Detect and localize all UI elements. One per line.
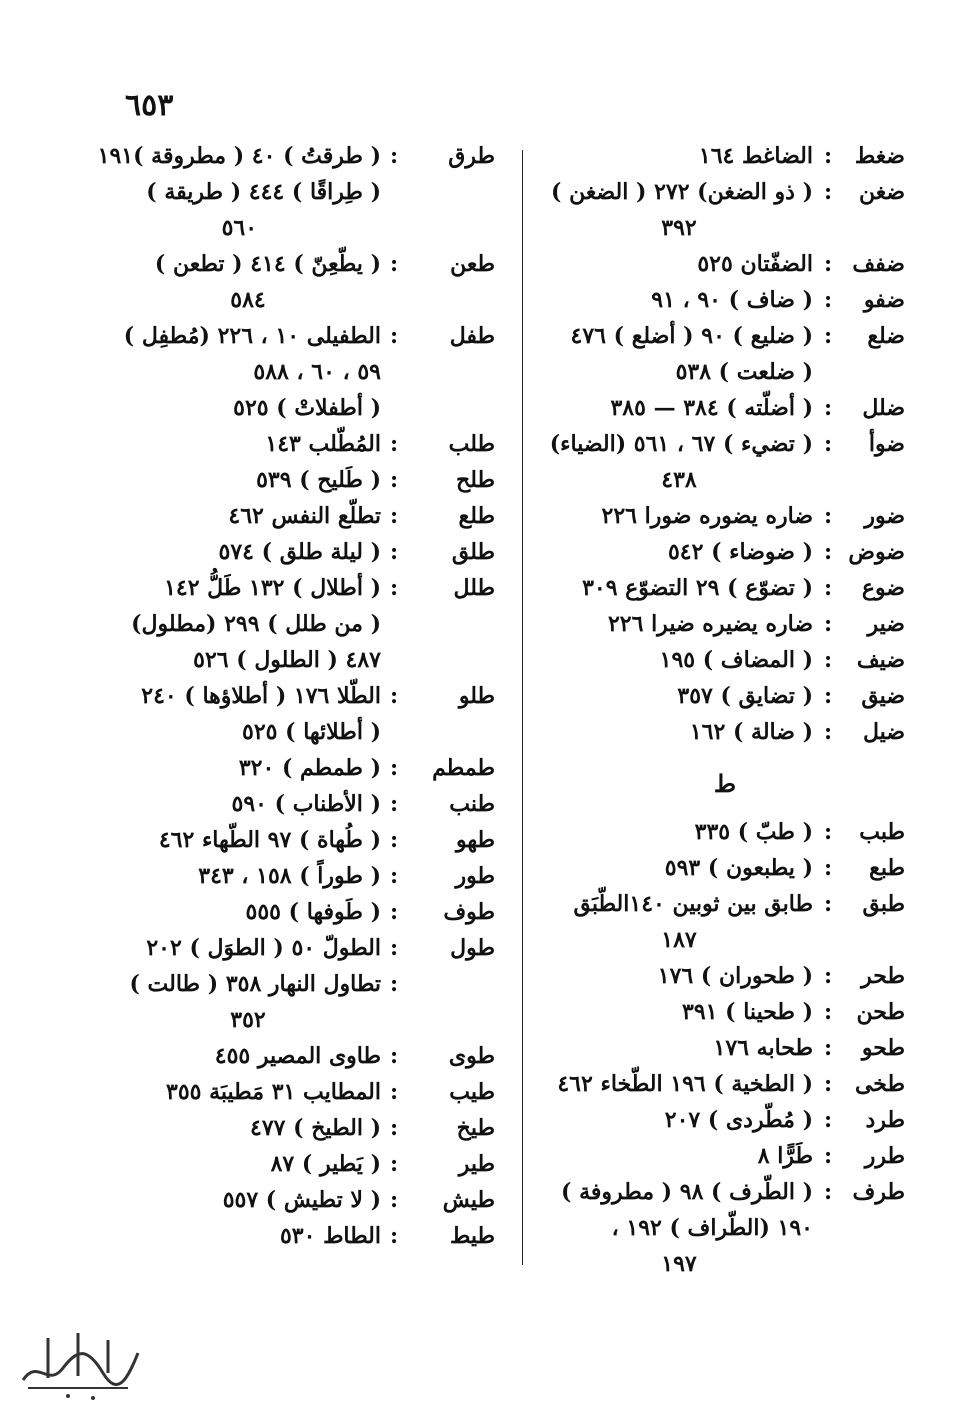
- reference-line: ( ليلة طلق ) ٥٧٤: [218, 539, 381, 565]
- entry-separator: :: [823, 683, 833, 709]
- entry-separator: :: [823, 323, 833, 349]
- reference-line: ٣٩٢: [661, 215, 697, 241]
- entry-separator: :: [823, 431, 833, 457]
- entry-separator: :: [389, 503, 399, 529]
- entry-separator: :: [823, 179, 833, 205]
- entry-separator: :: [823, 503, 833, 529]
- index-entry: [545, 994, 905, 1030]
- entry-separator: :: [823, 1071, 833, 1097]
- entry-separator: :: [389, 1079, 399, 1105]
- index-entry: [115, 1074, 495, 1110]
- reference-line: ( يطّعِنّ ) ٤١٤ ( تطعن ): [154, 251, 381, 277]
- reference-line: ( ضالة ) ١٦٢: [689, 719, 813, 745]
- reference-line: ( أضلّته ) ٣٨٤ — ٣٨٥: [610, 395, 813, 421]
- reference-line: ٥٩ ، ٦٠ ، ٥٨٨: [253, 359, 381, 385]
- index-entry: [115, 750, 495, 786]
- index-entry: [115, 534, 495, 570]
- reference-line: ( طُهاة ) ٩٧ الطّهاء ٤٦٢: [158, 827, 381, 853]
- entry-references: [545, 138, 813, 174]
- entry-references: [115, 318, 381, 426]
- reference-line: ( يطبعون ) ٥٩٣: [664, 855, 813, 881]
- entry-references: [545, 534, 813, 570]
- entry-root-word: ضوأ: [868, 431, 905, 457]
- entry-root-word: طيط: [449, 1223, 495, 1249]
- entry-root-word: طرق: [448, 143, 495, 169]
- reference-line: المطايب ٣١ مَطيبَة ٣٥٥: [166, 1079, 381, 1105]
- entry-separator: :: [823, 251, 833, 277]
- entry-separator: :: [389, 431, 399, 457]
- entry-separator: :: [389, 1187, 399, 1213]
- index-entry: [545, 1066, 905, 1102]
- reference-line: ( ضليع ) ٩٠ ( أضلع ) ٤٧٦: [570, 323, 813, 349]
- entry-references: [115, 750, 381, 786]
- reference-line: ( الطخية ) ١٩٦ الطّخاء ٤٦٢: [557, 1071, 813, 1097]
- reference-line: ( يَطير ) ٨٧: [270, 1151, 381, 1177]
- entry-separator: :: [389, 971, 399, 997]
- reference-line: ( أطلائها ) ٥٢٥: [242, 719, 381, 745]
- index-entry: [115, 462, 495, 498]
- entry-root-word: ضلل: [862, 395, 905, 421]
- entry-root-word: طحو: [861, 1035, 905, 1061]
- entry-references: [115, 1146, 381, 1182]
- reference-line: ( طحوران ) ١٧٦: [657, 963, 813, 989]
- entry-references: [545, 1174, 813, 1282]
- watermark-logo: [8, 1318, 148, 1408]
- reference-line: ( تضايق ) ٣٥٧: [677, 683, 813, 709]
- reference-line: المُطّلب ١٤٣: [265, 431, 381, 457]
- entry-references: [115, 534, 381, 570]
- index-entry: [545, 390, 905, 426]
- entry-references: [545, 570, 813, 606]
- entry-root-word: طحن: [856, 999, 905, 1025]
- entry-root-word: ضيل: [863, 719, 905, 745]
- reference-line: ( الطيخ ) ٤٧٧: [250, 1115, 381, 1141]
- index-entry: [115, 1110, 495, 1146]
- index-entry: [545, 1030, 905, 1066]
- entry-separator: :: [389, 935, 399, 961]
- index-entry: [545, 814, 905, 850]
- reference-line: الضاغط ١٦٤: [698, 143, 813, 169]
- entry-references: [545, 246, 813, 282]
- reference-line: ٤٨٧ ( الطلول ) ٥٢٦: [193, 647, 381, 673]
- index-entry: [545, 246, 905, 282]
- entry-references: [115, 1182, 381, 1218]
- index-entry: [97, 138, 495, 246]
- reference-line: ( تضوّع ) ٢٩ التضوّع ٣٠٩: [582, 575, 813, 601]
- index-entry: [545, 570, 905, 606]
- entry-root-word: طير: [458, 1151, 495, 1177]
- reference-line: الضفّتان ٥٢٥: [697, 251, 813, 277]
- entry-references: [98, 138, 381, 246]
- entry-references: [115, 822, 381, 858]
- entry-separator: :: [389, 827, 399, 853]
- entry-separator: :: [389, 1043, 399, 1069]
- watermark-calligraphy-icon: [8, 1318, 148, 1408]
- entry-root-word: طيش: [442, 1187, 495, 1213]
- entry-root-word: طرر: [864, 1143, 905, 1169]
- reference-line: ( طمطم ) ٣٢٠: [238, 755, 381, 781]
- index-entry: [545, 958, 905, 994]
- entry-separator: :: [389, 539, 399, 565]
- entry-root-word: ضغط: [854, 143, 905, 169]
- entry-root-word: ضلع: [867, 323, 905, 349]
- entry-references: [115, 678, 381, 750]
- entry-separator: :: [823, 999, 833, 1025]
- left-column: [97, 138, 495, 1254]
- reference-line: ( طوراً ) ١٥٨ ، ٣٤٣: [198, 863, 381, 889]
- index-entry: [115, 318, 495, 426]
- reference-line: الطولّ ٥٠ ( الطوَل ) ٢٠٢: [146, 935, 381, 961]
- reference-line: ضاره يضوره ضورا ٢٢٦: [601, 503, 813, 529]
- reference-line: ٤٣٨: [661, 467, 697, 493]
- reference-line: طحابه ١٧٦: [713, 1035, 813, 1061]
- entry-references: [545, 814, 813, 850]
- entry-references: [115, 1074, 381, 1110]
- entry-root-word: ضفو: [863, 287, 905, 313]
- index-entry: [545, 1174, 905, 1282]
- entry-root-word: طمطم: [432, 755, 495, 781]
- entry-root-word: طحر: [861, 963, 905, 989]
- entry-root-word: طور: [455, 863, 495, 889]
- entry-references: [115, 858, 381, 894]
- reference-line: ( طِراقًا ) ٤٤٤ ( طريقة ): [146, 179, 381, 205]
- index-entry: [545, 1138, 905, 1174]
- index-entry: [545, 426, 905, 498]
- index-entry: [115, 1038, 495, 1074]
- entry-separator: :: [389, 1151, 399, 1177]
- entry-separator: :: [823, 395, 833, 421]
- entry-root-word: ضوع: [861, 575, 905, 601]
- entry-root-word: ضيف: [856, 647, 905, 673]
- index-entry: [545, 714, 905, 750]
- entry-references: [115, 462, 381, 498]
- reference-line: ( أطلال ) ١٣٢ طَلُّ ١٤٢: [164, 575, 381, 601]
- reference-line: الطاط ٥٣٠: [279, 1223, 381, 1249]
- entry-references: [115, 930, 381, 966]
- column-divider: [522, 150, 523, 1265]
- reference-line: طابق بين ثوبين ١٤٠الطّبَق: [573, 891, 813, 917]
- entry-root-word: ضيق: [861, 683, 905, 709]
- reference-line: ( ضوضاء ) ٥٤٢: [667, 539, 813, 565]
- entry-separator: :: [389, 899, 399, 925]
- reference-line: ٥٦٠: [221, 215, 258, 241]
- entry-root-word: ضير: [867, 611, 905, 637]
- index-entry: [115, 966, 495, 1038]
- reference-line: ( الطّرف ) ٩٨ ( مطروفة ): [561, 1179, 813, 1205]
- reference-line: ( تضيء ) ٦٧ ، ٥٦١ (الضياء): [549, 431, 813, 457]
- entry-references: [545, 850, 813, 886]
- entry-root-word: طول: [450, 935, 495, 961]
- reference-line: ( المضاف ) ١٩٥: [659, 647, 813, 673]
- reference-line: ( أطفلاتْ ) ٥٢٥: [233, 395, 381, 421]
- index-entry: [545, 606, 905, 642]
- entry-separator: :: [823, 1107, 833, 1133]
- index-entry: [115, 930, 495, 966]
- index-entry: [545, 678, 905, 714]
- entry-root-word: طرف: [852, 1179, 905, 1205]
- entry-root-word: طعن: [450, 251, 495, 277]
- reference-line: ( من طلل ) ٢٩٩ (مطلول): [131, 611, 381, 637]
- reference-line: ( ضلعت ) ٥٣٨: [675, 359, 813, 385]
- entry-separator: :: [389, 251, 399, 277]
- entry-references: [115, 570, 381, 678]
- entry-references: [115, 246, 381, 318]
- entry-root-word: ضور: [864, 503, 905, 529]
- entry-references: [545, 1066, 813, 1102]
- entry-separator: :: [823, 855, 833, 881]
- reference-line: ضاره يضيره ضيرا ٢٢٦: [607, 611, 813, 637]
- entry-references: [545, 958, 813, 994]
- entry-references: [115, 894, 381, 930]
- index-entry: [545, 642, 905, 678]
- entry-separator: :: [823, 719, 833, 745]
- index-entry: [545, 282, 905, 318]
- entry-root-word: طيب: [449, 1079, 495, 1105]
- entry-root-word: طخى: [854, 1071, 905, 1097]
- index-entry: [545, 534, 905, 570]
- index-entry: [115, 822, 495, 858]
- reference-line: ١٩٠ (الطّراف ) ١٩٢ ،: [611, 1215, 813, 1241]
- entry-root-word: طلل: [453, 575, 495, 601]
- entry-separator: :: [389, 755, 399, 781]
- reference-line: طاوى المصير ٤٥٥: [214, 1043, 381, 1069]
- entry-references: [545, 714, 813, 750]
- entry-separator: :: [823, 647, 833, 673]
- reference-line: ( ذو الضغن) ٢٧٢ ( الضغن ): [551, 179, 813, 205]
- index-entry: [115, 1218, 495, 1254]
- reference-line: ( مُطّردى ) ٢٠٧: [664, 1107, 813, 1133]
- entry-root-word: طبب: [859, 819, 905, 845]
- entry-separator: :: [389, 575, 399, 601]
- index-entry: [545, 318, 905, 390]
- entry-references: [545, 886, 813, 958]
- reference-line: تطاول النهار ٣٥٨ ( طالت ): [129, 971, 381, 997]
- reference-line: ( طرقتُ ) ٤٠ ( مطروقة )١٩١: [97, 143, 381, 169]
- reference-line: ( الأطناب ) ٥٩٠: [231, 791, 381, 817]
- entry-separator: :: [823, 539, 833, 565]
- index-entry: [115, 498, 495, 534]
- entry-references: [115, 966, 381, 1038]
- index-entry: [115, 786, 495, 822]
- index-entry: [115, 858, 495, 894]
- entry-root-word: طيخ: [456, 1115, 495, 1141]
- entry-references: [545, 174, 813, 246]
- entry-separator: :: [823, 1143, 833, 1169]
- reference-line: الطفيلى ١٠ ، ٢٢٦ (مُطفِل ): [123, 323, 381, 349]
- entry-references: [545, 390, 813, 426]
- reference-line: ( طحينا ) ٣٩١: [682, 999, 813, 1025]
- entry-root-word: ضوض: [848, 539, 905, 565]
- entry-root-word: طهو: [455, 827, 495, 853]
- entry-separator: :: [823, 1035, 833, 1061]
- entry-separator: :: [823, 611, 833, 637]
- index-entry: [545, 850, 905, 886]
- entry-separator: :: [389, 323, 399, 349]
- entry-references: [545, 606, 813, 642]
- index-entry: [545, 138, 905, 174]
- index-entry: [115, 246, 495, 318]
- entry-separator: :: [823, 963, 833, 989]
- index-entry: [115, 894, 495, 930]
- reference-line: ١٨٧: [661, 927, 697, 953]
- entry-references: [545, 642, 813, 678]
- index-entry: [115, 678, 495, 750]
- entry-separator: :: [823, 891, 833, 917]
- entry-root-word: طلح: [456, 467, 495, 493]
- letter-section-heading: ط: [713, 769, 737, 798]
- entry-references: [115, 786, 381, 822]
- entry-references: [545, 1030, 813, 1066]
- entry-separator: :: [389, 791, 399, 817]
- entry-references: [115, 1110, 381, 1146]
- reference-line: طَرًّا ٨: [757, 1143, 813, 1169]
- reference-line: ( طبّ ) ٣٣٥: [694, 819, 813, 845]
- entry-separator: :: [389, 143, 399, 169]
- right-column: [545, 138, 905, 1282]
- entry-references: [545, 282, 813, 318]
- entry-separator: :: [389, 683, 399, 709]
- entry-separator: :: [389, 1223, 399, 1249]
- index-entry: [115, 1182, 495, 1218]
- entry-separator: :: [823, 819, 833, 845]
- index-entry: [115, 426, 495, 462]
- entry-root-word: طبق: [862, 891, 905, 917]
- entry-root-word: طوى: [448, 1043, 495, 1069]
- entry-separator: :: [823, 575, 833, 601]
- entry-references: [545, 426, 813, 498]
- entry-root-word: طرد: [865, 1107, 905, 1133]
- entry-references: [545, 318, 813, 390]
- entry-root-word: طنب: [449, 791, 495, 817]
- index-entry: [545, 886, 905, 958]
- reference-line: تطلّع النفس ٤٦٢: [228, 503, 381, 529]
- entry-references: [545, 1102, 813, 1138]
- entry-references: [545, 1138, 813, 1174]
- page-number: ٦٥٣: [125, 88, 174, 123]
- entry-root-word: ضفف: [852, 251, 905, 277]
- index-entry: [115, 1146, 495, 1182]
- entry-root-word: ضغن: [858, 179, 905, 205]
- entry-separator: :: [389, 1115, 399, 1141]
- entry-separator: :: [823, 143, 833, 169]
- index-entry: [115, 570, 495, 678]
- reference-line: ٥٨٤: [230, 287, 266, 313]
- reference-line: الطّلا ١٧٦ ( أطلاؤها ) ٢٤٠: [141, 683, 381, 709]
- entry-root-word: طبع: [869, 855, 905, 881]
- reference-line: ٣٥٢: [230, 1007, 266, 1033]
- entry-references: [545, 498, 813, 534]
- reference-line: ( ضاف ) ٩٠ ، ٩١: [651, 287, 813, 313]
- index-entry: [545, 1102, 905, 1138]
- reference-line: ( لا تطيش ) ٥٥٧: [222, 1187, 381, 1213]
- entry-references: [115, 1218, 381, 1254]
- reference-line: ١٩٧: [661, 1251, 697, 1277]
- entry-root-word: طلق: [451, 539, 495, 565]
- entry-separator: :: [389, 467, 399, 493]
- index-entry: [545, 174, 905, 246]
- entry-root-word: طلع: [458, 503, 495, 529]
- entry-root-word: طلو: [458, 683, 495, 709]
- entry-separator: :: [823, 1179, 833, 1205]
- reference-line: ( طَليح ) ٥٣٩: [256, 467, 381, 493]
- entry-separator: :: [823, 287, 833, 313]
- entry-references: [115, 426, 381, 462]
- index-entry: [545, 498, 905, 534]
- entry-root-word: طفل: [449, 323, 495, 349]
- reference-line: ( طَوفها ) ٥٥٥: [245, 899, 381, 925]
- entry-references: [545, 994, 813, 1030]
- entry-references: [115, 1038, 381, 1074]
- entry-root-word: طوف: [443, 899, 495, 925]
- entry-references: [115, 498, 381, 534]
- entry-separator: :: [389, 863, 399, 889]
- entry-references: [545, 678, 813, 714]
- entry-root-word: طلب: [448, 431, 495, 457]
